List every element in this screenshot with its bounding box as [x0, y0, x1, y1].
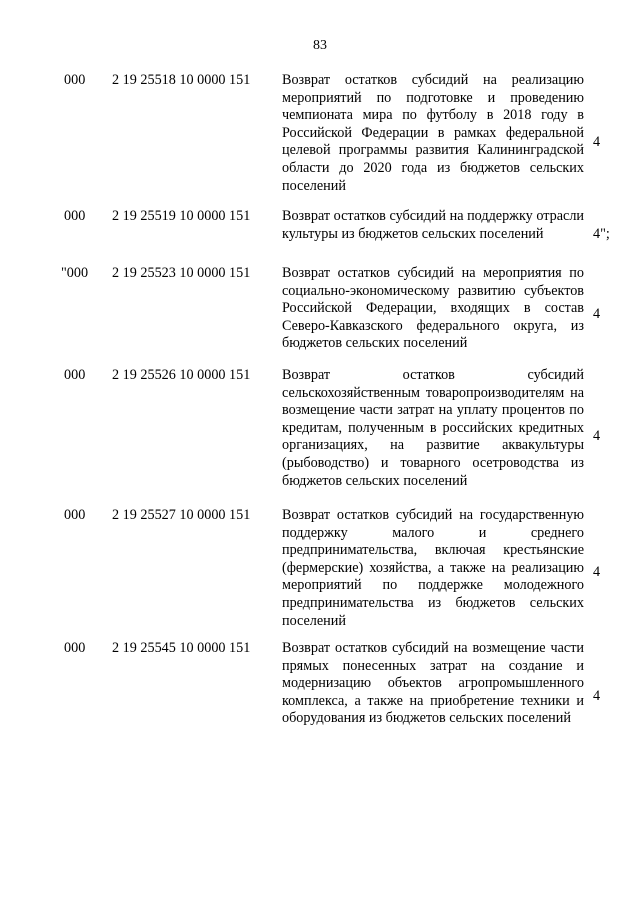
- row-description: Возврат остатков субсидий на реализацию мероприятий по подготовке и проведению чемпионата мира по футболу в 2018 году в Российской Федерации в рамках федеральной целевой программы развития Калининградской области до 2020 года из бюджетов сельских поселений: [282, 72, 584, 194]
- budget-code: 2 19 25526 10 0000 151: [112, 367, 251, 383]
- budget-code: 2 19 25523 10 0000 151: [112, 265, 251, 281]
- row-value: 4: [593, 688, 601, 704]
- admin-code: 000: [64, 208, 86, 224]
- row-value: 4: [593, 306, 601, 322]
- page-number: 83: [313, 38, 327, 53]
- row-description: Возврат остатков субсидий на государственную поддержку малого и среднего предпринимательства, включая крестьянские (фермерские) хозяйства, а также на реализацию мероприятий по поддержке молодежного предпринимательства из бюджетов сельских поселений: [282, 507, 584, 629]
- admin-code: 000: [64, 507, 86, 523]
- budget-code: 2 19 25545 10 0000 151: [112, 640, 251, 656]
- row-description: Возврат остатков субсидий на поддержку отрасли культуры из бюджетов сельских поселений: [282, 208, 584, 242]
- row-value: 4";: [593, 226, 610, 242]
- row-description: Возврат остатков субсидий сельскохозяйственным товаропроизводителям на возмещение части затрат на уплату процентов по кредитам, полученным в российских кредитных организациях, на развитие аквакультуры (рыбоводство) и товарного осетроводства из бюджетов сельских поселений: [282, 367, 584, 489]
- admin-code: 000: [64, 367, 86, 383]
- admin-code: "000: [61, 265, 89, 281]
- row-value: 4: [593, 428, 601, 444]
- admin-code: 000: [64, 72, 86, 88]
- budget-code: 2 19 25527 10 0000 151: [112, 507, 251, 523]
- admin-code: 000: [64, 640, 86, 656]
- row-description: Возврат остатков субсидий на мероприятия по социально-экономическому развитию субъектов Российской Федерации, входящих в состав Северо-Кавказского федерального округа, из бюджетов сельских поселений: [282, 265, 584, 352]
- row-value: 4: [593, 134, 601, 150]
- row-value: 4: [593, 564, 601, 580]
- row-description: Возврат остатков субсидий на возмещение части прямых понесенных затрат на создание и модернизацию объектов агропромышленного комплекса, а также на приобретение техники и оборудования из бюджетов сельских поселений: [282, 640, 584, 727]
- budget-code: 2 19 25518 10 0000 151: [112, 72, 251, 88]
- budget-code: 2 19 25519 10 0000 151: [112, 208, 251, 224]
